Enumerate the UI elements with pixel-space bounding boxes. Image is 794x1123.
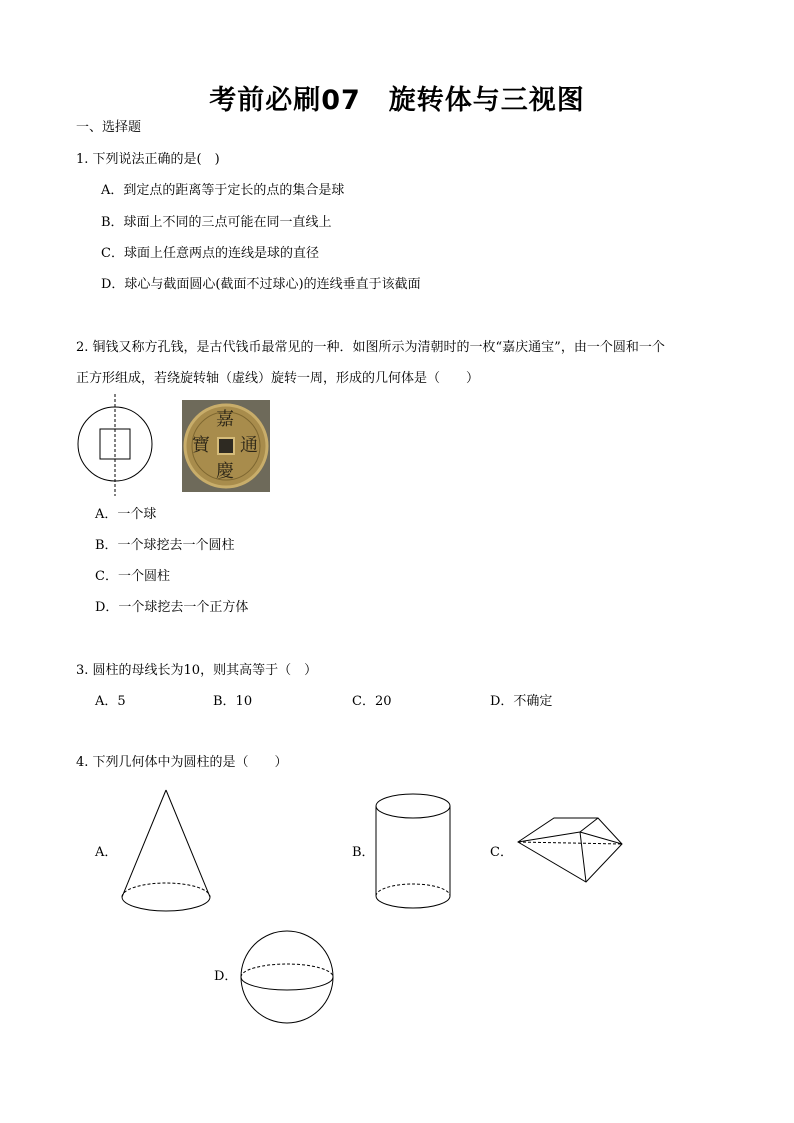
question-4-option-c[interactable]: C． — [490, 845, 513, 860]
question-2-stem-line1: 2. 铜钱又称方孔钱，是古代钱币最常见的一种．如图所示为清朝时的一枚“嘉庆通宝”，由一个圆和一个 — [76, 340, 665, 355]
question-3-option-a[interactable]: A．5 — [95, 694, 126, 709]
question-2-option-d[interactable]: D．一个球挖去一个正方体 — [95, 600, 249, 615]
question-1-stem: 1. 下列说法正确的是( ) — [76, 152, 220, 167]
coin-char-top: 嘉 — [216, 409, 234, 430]
question-2-stem-line2: 正方形组成，若绕旋转轴（虚线）旋转一周，形成的几何体是（ ） — [76, 371, 480, 386]
cylinder-figure — [372, 792, 456, 914]
coin-char-right: 通 — [240, 435, 258, 456]
question-1-option-d[interactable]: D．球心与截面圆心(截面不过球心)的连线垂直于该截面 — [101, 277, 421, 292]
coin-diagram — [72, 394, 162, 498]
coin-photo — [182, 400, 270, 492]
question-4-option-a[interactable]: A． — [95, 845, 118, 860]
cone-figure — [118, 788, 218, 914]
question-3-option-b[interactable]: B．10 — [213, 694, 253, 709]
question-3-option-c[interactable]: C．20 — [352, 694, 392, 709]
section-label: 一、选择题 — [76, 120, 142, 135]
question-3-stem: 3. 圆柱的母线长为10，则其高等于（ ） — [76, 663, 318, 678]
question-4-option-d[interactable]: D． — [214, 969, 238, 984]
question-1-option-a[interactable]: A．到定点的距离等于定长的点的集合是球 — [101, 183, 345, 198]
coin-char-bottom: 慶 — [216, 461, 234, 482]
coin-char-left: 寶 — [192, 435, 210, 456]
question-2-option-a[interactable]: A．一个球 — [95, 507, 157, 522]
question-4-stem: 4. 下列几何体中为圆柱的是（ ） — [76, 755, 288, 770]
question-1-option-c[interactable]: C．球面上任意两点的连线是球的直径 — [101, 246, 319, 261]
question-2-option-b[interactable]: B．一个球挖去一个圆柱 — [95, 538, 235, 553]
page-title: 考前必刷07 旋转体与三视图 — [209, 85, 585, 116]
question-4-option-b[interactable]: B． — [352, 845, 375, 860]
question-1-option-b[interactable]: B．球面上不同的三点可能在同一直线上 — [101, 215, 332, 230]
frustum-figure — [514, 808, 626, 888]
sphere-figure — [237, 928, 337, 1028]
question-3-option-d[interactable]: D．不确定 — [490, 694, 553, 709]
question-2-option-c[interactable]: C．一个圆柱 — [95, 569, 170, 584]
